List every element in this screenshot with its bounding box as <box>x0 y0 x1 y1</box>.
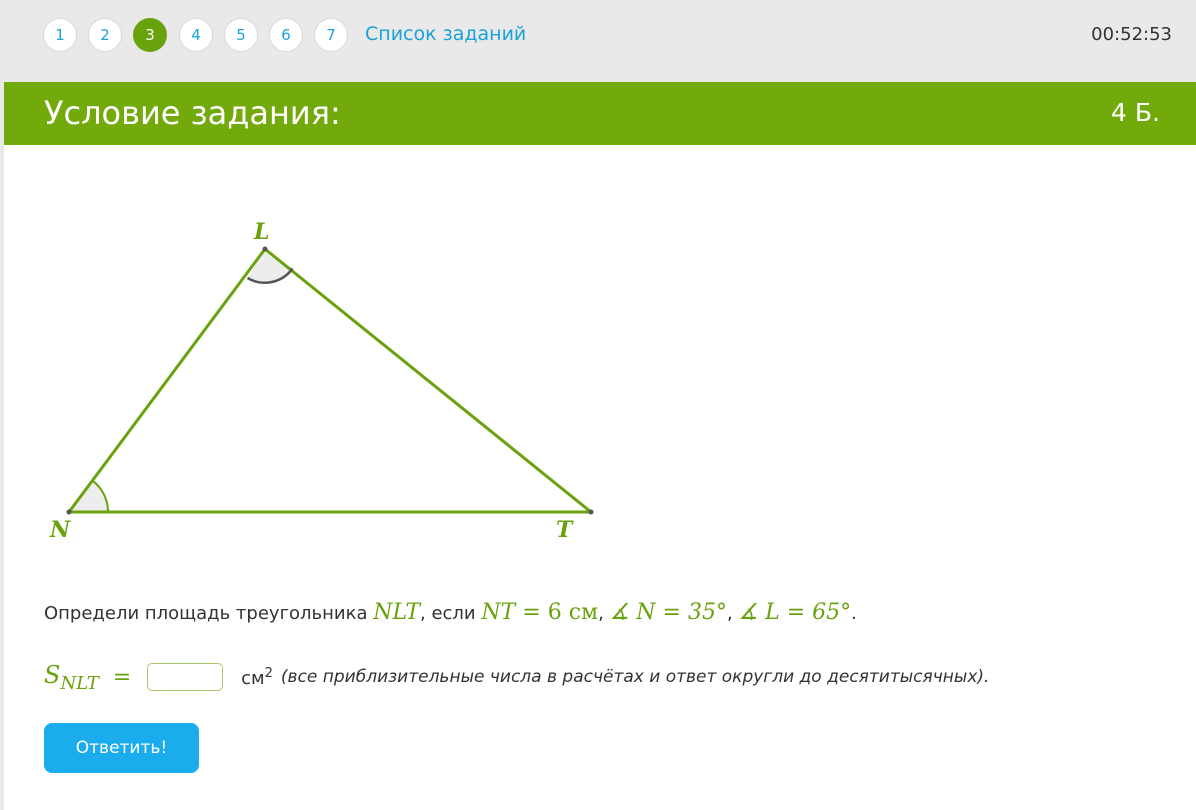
task-button-3-active[interactable]: 3 <box>133 18 167 52</box>
task-header <box>4 82 1196 145</box>
task-points: 4 Б. <box>1111 98 1160 127</box>
unit-text: см <box>241 667 265 689</box>
side-lt <box>265 249 591 512</box>
vertex-t-dot <box>589 510 594 515</box>
task-title: Условие задания: <box>44 94 341 132</box>
angle-l-value: ∡ L = 65° <box>738 600 852 625</box>
question-comma-2: , <box>726 603 739 624</box>
vertex-t-label: T <box>556 517 573 543</box>
answer-label-s: S <box>44 660 61 689</box>
task-button-1[interactable]: 1 <box>43 18 77 52</box>
question-end: . <box>851 603 857 624</box>
task-button-6[interactable]: 6 <box>269 18 303 52</box>
vertex-n-dot <box>67 510 72 515</box>
answer-input[interactable] <box>147 663 223 691</box>
triangle-name: NLT <box>373 600 420 625</box>
task-button-7[interactable]: 7 <box>314 18 348 52</box>
timer: 00:52:53 <box>1091 24 1172 45</box>
side-value: = 6 см <box>515 600 599 625</box>
task-list-link[interactable]: Список заданий <box>365 23 527 45</box>
answer-row <box>44 657 989 697</box>
task-content <box>4 145 1196 810</box>
vertex-l-dot <box>263 247 268 252</box>
rounding-hint: (все приблизительные числа в расчётах и ответ округли до десятитысячных). <box>280 667 990 687</box>
triangle-figure <box>4 145 644 565</box>
side-name: NT <box>481 600 516 625</box>
question-text <box>44 600 857 625</box>
question-comma-1: , <box>598 603 610 624</box>
question-prefix: Определи площадь треугольника <box>44 603 374 624</box>
vertex-l-label: L <box>254 219 270 245</box>
side-nl <box>69 249 265 512</box>
equals-sign: = <box>112 664 132 690</box>
task-button-5[interactable]: 5 <box>224 18 258 52</box>
answer-unit <box>241 666 273 689</box>
task-button-4[interactable]: 4 <box>179 18 213 52</box>
angle-n-value: ∡ N = 35° <box>609 600 727 625</box>
submit-button[interactable]: Ответить! <box>44 723 199 773</box>
task-navigation-bar <box>0 0 1196 70</box>
task-button-2[interactable]: 2 <box>88 18 122 52</box>
unit-power: 2 <box>264 665 273 681</box>
question-if: , если <box>420 603 482 624</box>
answer-label <box>44 661 99 694</box>
answer-label-sub: NLT <box>60 672 99 694</box>
vertex-n-label: N <box>50 517 71 543</box>
